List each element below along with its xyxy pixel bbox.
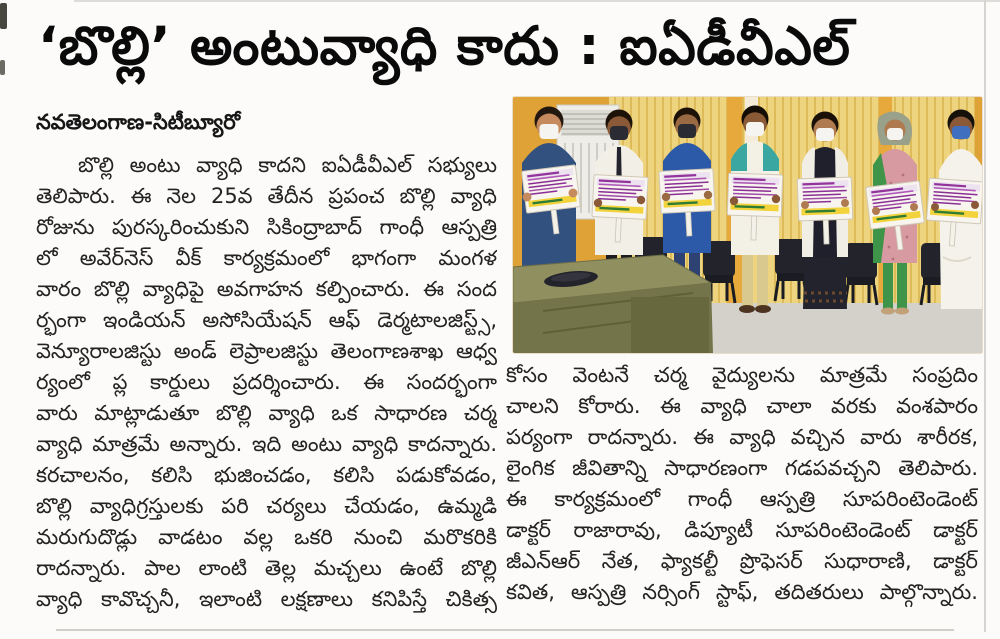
body-line: పర్యంగా రాదన్నారు. ఈ వ్యాధి వచ్చిన వారు శారీరక,	[506, 425, 978, 449]
headline: ‘బొల్లి’ అంటువ్యాధి కాదు : ఐఏడీవీఎల్	[38, 16, 851, 77]
top-rule	[74, 0, 1000, 2]
news-photo	[513, 97, 982, 353]
desk	[513, 255, 713, 353]
body-line: కరచాలనం, కలిసి భుజించడం, కలిసి పడుకోవడం,	[36, 463, 497, 487]
body-line: వ్యాధి కావొచ్చనీ, ఇలాంటి లక్షణాలు కనిపిస్తే చికిత్స	[36, 587, 497, 611]
body-line: జీఎన్‌ఆర్ నేత, ఫ్యాకల్టీ ప్రొఫెసర్ సుధారాణి, డాక్టర్	[506, 549, 978, 573]
column-divider-rule	[984, 0, 986, 632]
byline: నవతెలంగాణ-సిటీబ్యూరో	[36, 110, 241, 134]
body-line: బొల్లి వ్యాధిగ్రస్తులకు పరి చర్యలు చేయడం, ఉమ్మడి	[36, 494, 497, 518]
body-line: వారం బొల్లి వ్యాధిపై అవగాహన కల్పించారు. ఈ సంద	[36, 277, 497, 301]
left-column	[36, 150, 497, 615]
body-line: వారు మాట్లాడుతూ బొల్లి వ్యాధి ఒక సాధారణ చర్మ	[36, 401, 497, 425]
body-line: కవిత, ఆస్పత్రి నర్సింగ్ స్టాఫ్, తదితరులు పాల్గొన్నారు.	[506, 580, 978, 604]
body-line: ర్భంగా ఇండియన్ అసోసియేషన్ ఆఫ్ డెర్మటాలజిస్ట్స్,	[36, 308, 497, 332]
body-line: రోజును పురస్కరించుకుని సికింద్రాబాద్ గాంధీ ఆస్పత్రి	[36, 215, 497, 239]
body-line: వ్యాధి మాత్రమే అన్నారు. ఇది అంటు వ్యాధి కాదన్నారు.	[36, 432, 497, 456]
bottom-rule	[56, 629, 954, 631]
body-line: రాదన్నారు. పాల లాంటి తెల్ల మచ్చలు ఉంటే బొల్లి	[36, 556, 497, 580]
body-line: వెన్యూరాలజిస్టు అండ్ లెప్రాలజిస్టు తెలంగాణశాఖ ఆధ్వ	[36, 339, 497, 363]
body-line: బొల్లి అంటు వ్యాధి కాదని ఐఏడీవీఎల్ సభ్యులు	[78, 153, 497, 177]
scan-artifact	[0, 3, 7, 29]
body-line: లైంగిక జీవితాన్ని సాధారణంగా గడపవచ్చని తెలిపారు.	[506, 456, 978, 480]
body-line: తెలిపారు. ఈ నెల 25వ తేదీన ప్రపంచ బొల్లి వ్యాధి	[36, 184, 497, 208]
body-line: లో అవేర్‌నెస్ వీక్ కార్యక్రమంలో భాగంగా మంగళ	[36, 246, 497, 270]
body-line: డాక్టర్ రాజారావు, డిప్యూటీ సూపరింటెండెంట్ డాక్టర్	[506, 518, 978, 542]
photo-illustration	[513, 97, 982, 353]
body-line: చాలని కోరారు. ఈ వ్యాధి చాలా వరకు వంశపారం	[506, 394, 978, 418]
body-line: మరుగుదొడ్లు వాడటం వల్ల ఒకరి నుంచి మరొకరికి	[36, 525, 497, 549]
body-line: ర్యంలో ప్ల కార్డులు ప్రదర్శించారు. ఈ సందర్భంగా	[36, 370, 497, 394]
body-line: ఈ కార్యక్రమంలో గాంధీ ఆస్పత్రి సూపరింటెండెంట్	[506, 487, 978, 511]
scan-artifact	[0, 60, 5, 75]
right-column	[506, 360, 978, 608]
body-line: కోసం వెంటనే చర్మ వైద్యులను మాత్రమే సంప్రదిం	[506, 363, 978, 387]
